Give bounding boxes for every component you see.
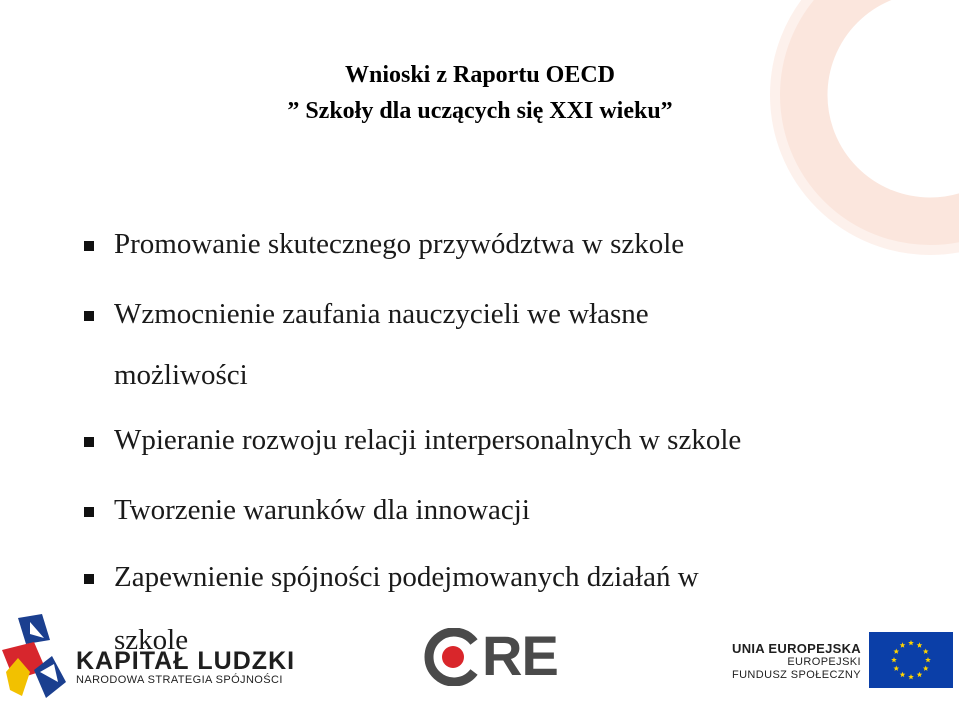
bullet-marker xyxy=(84,437,94,447)
bullet-text: Promowanie skutecznego przywództwa w szkole xyxy=(114,228,685,260)
bullet-text: Wpieranie rozwoju relacji interpersonalnych w szkole xyxy=(114,424,742,456)
slide-title-line1: Wnioski z Raportu OECD xyxy=(344,62,616,88)
bullet-marker xyxy=(84,311,94,321)
kapital-ludzki-subtitle: NARODOWA STRATEGIA SPÓJNOŚCI xyxy=(76,674,283,686)
bullet-text: Wzmocnienie zaufania nauczycieli we własne xyxy=(114,298,649,330)
ore-logo-icon xyxy=(424,628,482,686)
eu-flag-icon xyxy=(869,632,953,688)
eu-subtitle-line2: FUNDUSZ SPOŁECZNY xyxy=(731,669,861,681)
bullet-marker xyxy=(84,507,94,517)
bullet-marker xyxy=(84,574,94,584)
bullet-text-continued: szkole xyxy=(114,624,189,656)
ore-logo-text: RE xyxy=(482,624,558,687)
bullet-text: Zapewnienie spójności podejmowanych działań w xyxy=(114,561,699,593)
eu-title: UNIA EUROPEJSKA xyxy=(732,641,861,656)
bullet-text-continued: możliwości xyxy=(114,359,248,391)
eu-fund-label xyxy=(732,641,861,682)
kapital-ludzki-title: KAPITAŁ LUDZKI xyxy=(76,647,296,675)
bullet-text: Tworzenie warunków dla innowacji xyxy=(114,494,530,526)
bullet-marker xyxy=(84,241,94,251)
eu-subtitle-line1: EUROPEJSKI xyxy=(787,656,861,668)
slide-title-line2: ” Szkoły dla uczących się XXI wieku” xyxy=(287,98,673,124)
